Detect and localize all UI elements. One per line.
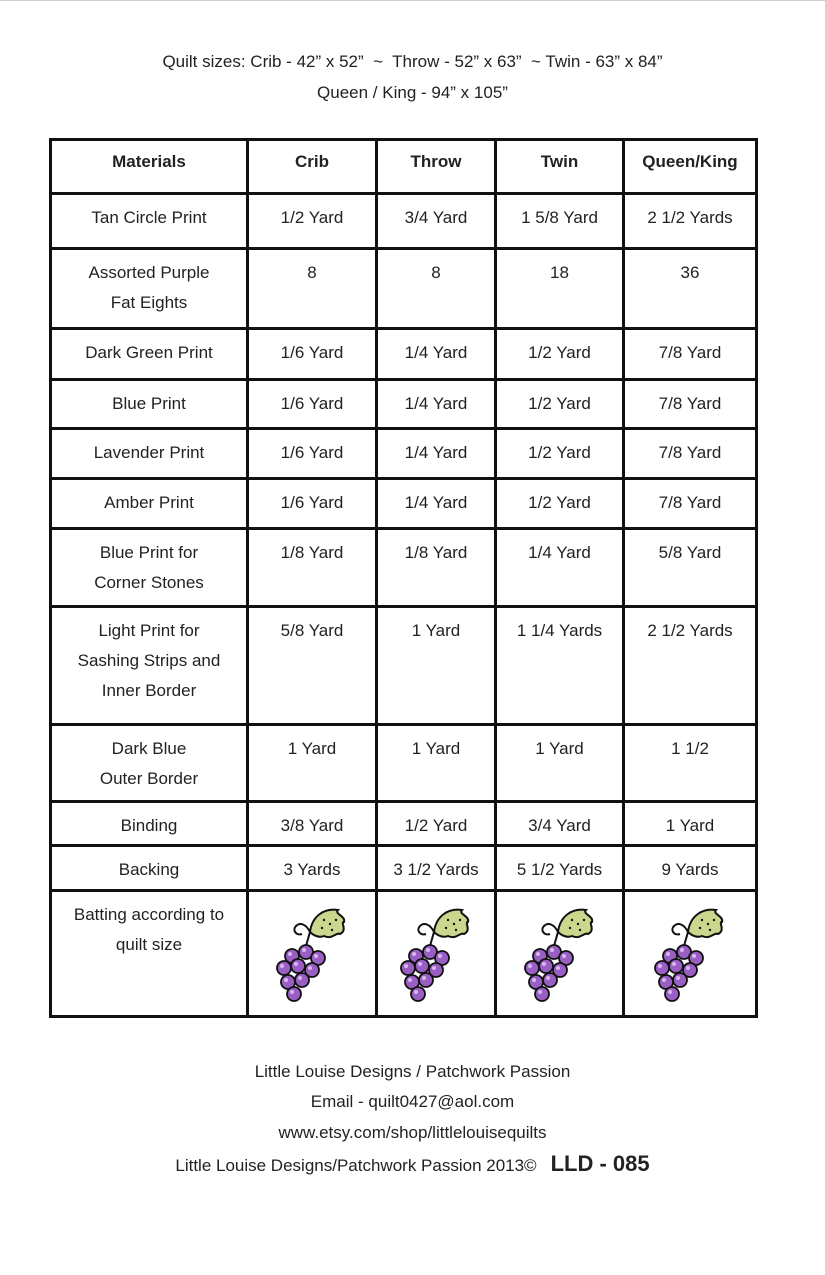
throw-cell: 3 1/2 Yards [377, 846, 496, 891]
twin-cell: 3/4 Yard [496, 802, 624, 846]
grapes-icon [266, 902, 358, 1006]
twin-cell: 1/2 Yard [496, 479, 624, 529]
throw-cell: 1 Yard [377, 725, 496, 802]
throw-cell: 1/4 Yard [377, 429, 496, 479]
crib-cell: 5/8 Yard [248, 607, 377, 725]
throw-cell: 8 [377, 249, 496, 329]
queen-king-cell: 7/8 Yard [624, 429, 757, 479]
table-row [51, 529, 757, 607]
queen-king-cell: 36 [624, 249, 757, 329]
twin-cell: 1/4 Yard [496, 529, 624, 607]
footer-copyright-line [0, 1151, 825, 1176]
quilt-sizes-line-2: Queen / King - 94” x 105” [317, 83, 508, 102]
table-row [51, 802, 757, 846]
table-row [51, 479, 757, 529]
batting-label-cell: Batting according to quilt size [51, 891, 248, 1017]
twin-cell: 5 1/2 Yards [496, 846, 624, 891]
queen-king-cell: 7/8 Yard [624, 479, 757, 529]
material-cell: Lavender Print [51, 429, 248, 479]
table-row [51, 607, 757, 725]
column-header-throw: Throw [377, 140, 496, 194]
twin-cell: 1 1/4 Yards [496, 607, 624, 725]
footer-email: Email - quilt0427@aol.com [310, 1092, 515, 1111]
queen-king-cell: 7/8 Yard [624, 329, 757, 380]
grapes-icon [390, 902, 482, 1006]
throw-cell: 1/2 Yard [377, 802, 496, 846]
material-cell: Light Print for Sashing Strips and Inner Border [51, 607, 248, 725]
crib-cell: 8 [248, 249, 377, 329]
grapes-icon [514, 902, 606, 1006]
footer-company: Little Louise Designs / Patchwork Passion [254, 1062, 571, 1081]
queen-king-cell: 1 1/2 [624, 725, 757, 802]
table-row [51, 846, 757, 891]
table-row [51, 329, 757, 380]
footer-website: www.etsy.com/shop/littlelouisequilts [278, 1123, 547, 1142]
column-header-queen-king: Queen/King [624, 140, 757, 194]
throw-cell: 1 Yard [377, 607, 496, 725]
queen-king-cell: 1 Yard [624, 802, 757, 846]
twin-grapes-cell [496, 891, 624, 1017]
throw-cell: 1/4 Yard [377, 380, 496, 429]
material-cell: Tan Circle Print [51, 194, 248, 249]
throw-cell: 3/4 Yard [377, 194, 496, 249]
throw-cell: 1/4 Yard [377, 479, 496, 529]
table-row [51, 194, 757, 249]
column-header-crib: Crib [248, 140, 377, 194]
material-cell: Dark Green Print [51, 329, 248, 380]
material-cell: Blue Print for Corner Stones [51, 529, 248, 607]
materials-table [49, 138, 758, 1018]
crib-cell: 1/6 Yard [248, 380, 377, 429]
twin-cell: 18 [496, 249, 624, 329]
material-cell: Blue Print [51, 380, 248, 429]
twin-cell: 1/2 Yard [496, 429, 624, 479]
throw-cell: 1/8 Yard [377, 529, 496, 607]
crib-cell: 1/2 Yard [248, 194, 377, 249]
throw-cell: 1/4 Yard [377, 329, 496, 380]
quilt-sizes-line-1: Quilt sizes: Crib - 42” x 52” ~ Throw - 52” x 63” ~ Twin - 63” x 84” [162, 52, 663, 71]
grapes-icon [644, 902, 736, 1006]
pattern-code: LLD - 085 [550, 1151, 650, 1176]
column-header-materials: Materials [51, 140, 248, 194]
material-cell: Assorted Purple Fat Eights [51, 249, 248, 329]
table-body [51, 194, 757, 1017]
twin-cell: 1 5/8 Yard [496, 194, 624, 249]
crib-cell: 1/6 Yard [248, 479, 377, 529]
twin-cell: 1 Yard [496, 725, 624, 802]
top-rule [0, 0, 825, 1]
material-cell: Backing [51, 846, 248, 891]
header-row [51, 140, 757, 194]
crib-cell: 3 Yards [248, 846, 377, 891]
crib-cell: 1 Yard [248, 725, 377, 802]
queen-king-grapes-cell [624, 891, 757, 1017]
queen-king-cell: 7/8 Yard [624, 380, 757, 429]
column-header-twin: Twin [496, 140, 624, 194]
queen-king-cell: 9 Yards [624, 846, 757, 891]
table-row [51, 429, 757, 479]
crib-cell: 3/8 Yard [248, 802, 377, 846]
twin-cell: 1/2 Yard [496, 380, 624, 429]
table-row [51, 380, 757, 429]
table-row [51, 725, 757, 802]
throw-grapes-cell [377, 891, 496, 1017]
crib-cell: 1/6 Yard [248, 429, 377, 479]
queen-king-cell: 2 1/2 Yards [624, 194, 757, 249]
material-cell: Dark Blue Outer Border [51, 725, 248, 802]
material-cell: Amber Print [51, 479, 248, 529]
copyright-text: Little Louise Designs/Patchwork Passion 2013© [175, 1156, 537, 1175]
queen-king-cell: 5/8 Yard [624, 529, 757, 607]
crib-cell: 1/8 Yard [248, 529, 377, 607]
table-row [51, 249, 757, 329]
material-cell: Binding [51, 802, 248, 846]
crib-grapes-cell [248, 891, 377, 1017]
crib-cell: 1/6 Yard [248, 329, 377, 380]
batting-row [51, 891, 757, 1017]
queen-king-cell: 2 1/2 Yards [624, 607, 757, 725]
twin-cell: 1/2 Yard [496, 329, 624, 380]
